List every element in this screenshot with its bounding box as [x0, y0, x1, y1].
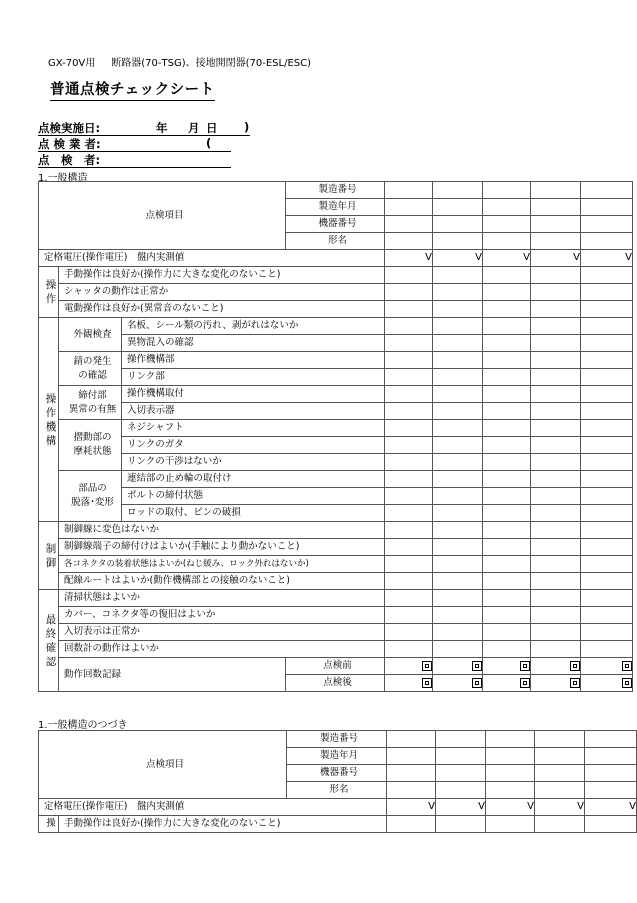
check-cell[interactable]: [483, 522, 531, 539]
info-row-label: 製造番号: [286, 182, 385, 199]
check-cell[interactable]: [531, 301, 581, 318]
check-cell[interactable]: [531, 454, 581, 471]
check-cell[interactable]: [483, 267, 531, 284]
entry-cell[interactable]: [585, 765, 637, 782]
check-cell[interactable]: [433, 573, 483, 590]
voltage-cell[interactable]: V: [531, 250, 581, 267]
check-cell[interactable]: [581, 471, 633, 488]
check-cell[interactable]: [585, 816, 637, 833]
entry-cell[interactable]: [436, 731, 486, 748]
entry-cell[interactable]: [581, 182, 633, 199]
entry-cell[interactable]: [433, 216, 483, 233]
check-cell[interactable]: [531, 284, 581, 301]
entry-cell[interactable]: [385, 199, 433, 216]
check-cell[interactable]: [581, 556, 633, 573]
check-cell[interactable]: [433, 505, 483, 522]
info-row-label: 製造番号: [287, 731, 387, 748]
year-label: 年: [156, 121, 168, 135]
check-cell[interactable]: [483, 437, 531, 454]
info-row-label: 形名: [287, 782, 387, 799]
check-item: リンク部: [122, 369, 385, 386]
check-cell[interactable]: [433, 539, 483, 556]
check-cell[interactable]: [385, 522, 433, 539]
entry-cell[interactable]: [531, 182, 581, 199]
voltage-cell[interactable]: V: [535, 799, 585, 816]
voltage-cell[interactable]: V: [486, 799, 535, 816]
check-cell[interactable]: [385, 386, 433, 403]
document-subtitle: [48, 54, 311, 69]
equipment-name: 断路器(70-TSG)、接地開閉器(70-ESL/ESC): [111, 58, 312, 69]
check-item: 入切表示は正常か: [59, 624, 385, 641]
check-cell[interactable]: [483, 352, 531, 369]
check-item: 異物混入の確認: [122, 335, 385, 352]
check-cell[interactable]: [433, 590, 483, 607]
check-cell[interactable]: [581, 318, 633, 335]
voltage-cell[interactable]: V: [385, 250, 433, 267]
check-cell[interactable]: [433, 522, 483, 539]
counter-after-cell[interactable]: [433, 675, 483, 692]
check-cell[interactable]: [385, 318, 433, 335]
voltage-row-label: 定格電圧(操作電圧) 盤内実測値: [39, 250, 385, 267]
check-cell[interactable]: [433, 352, 483, 369]
check-cell[interactable]: [531, 505, 581, 522]
check-cell[interactable]: [385, 624, 433, 641]
check-cell[interactable]: [531, 539, 581, 556]
entry-cell[interactable]: [483, 182, 531, 199]
inspector-field[interactable]: [38, 152, 114, 167]
count-unit-icon: [472, 678, 482, 688]
counter-after-cell[interactable]: [531, 675, 581, 692]
voltage-cell[interactable]: V: [433, 250, 483, 267]
check-cell[interactable]: [531, 488, 581, 505]
voltage-cell[interactable]: V: [436, 799, 486, 816]
check-cell[interactable]: [531, 573, 581, 590]
counter-before-label: 点検前: [286, 658, 385, 675]
check-item: ネジシャフト: [122, 420, 385, 437]
entry-cell[interactable]: [483, 199, 531, 216]
entry-cell[interactable]: [483, 233, 531, 250]
check-cell[interactable]: [581, 607, 633, 624]
check-cell[interactable]: [433, 471, 483, 488]
voltage-cell[interactable]: V: [483, 250, 531, 267]
entry-cell[interactable]: [531, 216, 581, 233]
check-cell[interactable]: [385, 471, 433, 488]
counter-before-cell[interactable]: [581, 658, 633, 675]
check-cell[interactable]: [531, 420, 581, 437]
entry-cell[interactable]: [483, 216, 531, 233]
check-cell[interactable]: [483, 505, 531, 522]
check-cell[interactable]: [531, 267, 581, 284]
count-unit-icon: [520, 661, 530, 671]
check-cell[interactable]: [581, 505, 633, 522]
counter-label: 動作回数記録: [59, 658, 286, 692]
check-item: カバー、コネクタ等の復旧はよいか: [59, 607, 385, 624]
check-cell[interactable]: [531, 437, 581, 454]
check-cell[interactable]: [433, 318, 483, 335]
category-final: 最 終 確 認: [39, 590, 59, 692]
entry-cell[interactable]: [387, 748, 436, 765]
voltage-cell[interactable]: V: [387, 799, 436, 816]
check-cell[interactable]: [433, 556, 483, 573]
counter-after-cell[interactable]: [385, 675, 433, 692]
entry-cell[interactable]: [486, 731, 535, 748]
check-cell[interactable]: [385, 352, 433, 369]
entry-cell[interactable]: [486, 748, 535, 765]
continuation-table: [38, 730, 637, 833]
check-cell[interactable]: [535, 816, 585, 833]
check-cell[interactable]: [483, 488, 531, 505]
item-header: 点検項目: [39, 182, 286, 250]
entry-cell[interactable]: [433, 233, 483, 250]
count-unit-icon: [472, 661, 482, 671]
check-cell[interactable]: [483, 624, 531, 641]
check-cell[interactable]: [483, 284, 531, 301]
check-item: 手動操作は良好か(操作力に大きな変化のないこと): [59, 816, 387, 833]
check-item: 制御線端子の締付けはよいか(手触により動かないこと): [59, 539, 385, 556]
check-cell[interactable]: [385, 420, 433, 437]
entry-cell[interactable]: [433, 182, 483, 199]
check-item: 手動操作は良好か(操作力に大きな変化のないこと): [59, 267, 385, 284]
check-cell[interactable]: [436, 816, 486, 833]
check-cell[interactable]: [483, 420, 531, 437]
weekday-close: ): [244, 120, 250, 134]
check-cell[interactable]: [433, 641, 483, 658]
check-cell[interactable]: [433, 386, 483, 403]
check-cell[interactable]: [385, 403, 433, 420]
check-cell[interactable]: [385, 369, 433, 386]
check-item: 入切表示器: [122, 403, 385, 420]
count-unit-icon: [570, 678, 580, 688]
check-cell[interactable]: [483, 386, 531, 403]
entry-cell[interactable]: [436, 748, 486, 765]
check-cell[interactable]: [385, 505, 433, 522]
check-cell[interactable]: [433, 403, 483, 420]
check-cell[interactable]: [531, 352, 581, 369]
check-cell[interactable]: [433, 437, 483, 454]
info-row-label: 製造年月: [286, 199, 385, 216]
info-row-label: 製造年月: [287, 748, 387, 765]
day-label: 日(: [206, 121, 218, 150]
check-cell[interactable]: [581, 522, 633, 539]
check-cell[interactable]: [483, 471, 531, 488]
check-cell[interactable]: [433, 607, 483, 624]
entry-cell[interactable]: [581, 216, 633, 233]
check-item: 各コネクタの装着状態はよいか(ねじ緩み、ロック外れはないか): [59, 556, 385, 573]
group-wear: 摺動部の 摩耗状態: [59, 420, 122, 471]
check-cell[interactable]: [385, 556, 433, 573]
entry-cell[interactable]: [387, 765, 436, 782]
check-cell[interactable]: [483, 454, 531, 471]
category-operation: 操 作: [39, 267, 59, 318]
check-cell[interactable]: [531, 471, 581, 488]
check-cell[interactable]: [581, 624, 633, 641]
check-cell[interactable]: [581, 437, 633, 454]
check-cell[interactable]: [483, 641, 531, 658]
entry-cell[interactable]: [385, 182, 433, 199]
check-item: 連結部の止め輪の取付け: [122, 471, 385, 488]
check-item: 操作機構取付: [122, 386, 385, 403]
check-cell[interactable]: [486, 816, 535, 833]
entry-cell[interactable]: [535, 731, 585, 748]
check-cell[interactable]: [531, 607, 581, 624]
check-cell[interactable]: [483, 573, 531, 590]
check-cell[interactable]: [483, 403, 531, 420]
model-name: GX-70V用: [48, 58, 96, 69]
category-operation: 操: [39, 816, 59, 833]
group-rust: 錆の発生 の確認: [59, 352, 122, 386]
check-cell[interactable]: [385, 454, 433, 471]
check-cell[interactable]: [483, 335, 531, 352]
check-cell[interactable]: [433, 624, 483, 641]
check-cell[interactable]: [531, 641, 581, 658]
check-cell[interactable]: [581, 301, 633, 318]
check-cell[interactable]: [581, 641, 633, 658]
check-cell[interactable]: [581, 573, 633, 590]
counter-before-cell[interactable]: [531, 658, 581, 675]
month-label: 月: [188, 121, 200, 135]
check-cell[interactable]: [531, 624, 581, 641]
check-cell[interactable]: [483, 369, 531, 386]
check-cell[interactable]: [385, 267, 433, 284]
check-cell[interactable]: [483, 301, 531, 318]
check-cell[interactable]: [581, 267, 633, 284]
check-cell[interactable]: [581, 420, 633, 437]
entry-cell[interactable]: [436, 782, 486, 799]
group-appearance: 外観検査: [59, 318, 122, 352]
check-cell[interactable]: [531, 318, 581, 335]
entry-cell[interactable]: [535, 782, 585, 799]
item-header: 点検項目: [39, 731, 287, 799]
check-item: ロッドの取付、ピンの破損: [122, 505, 385, 522]
check-item: ボルトの締付状態: [122, 488, 385, 505]
count-unit-icon: [570, 661, 580, 671]
check-cell[interactable]: [385, 573, 433, 590]
entry-cell[interactable]: [433, 199, 483, 216]
section1-title: 1.一般構造: [38, 173, 88, 184]
counter-after-label: 点検後: [286, 675, 385, 692]
entry-cell[interactable]: [531, 199, 581, 216]
check-cell[interactable]: [581, 284, 633, 301]
count-unit-icon: [622, 678, 632, 688]
entry-cell[interactable]: [585, 748, 637, 765]
check-cell[interactable]: [531, 590, 581, 607]
check-cell[interactable]: [581, 454, 633, 471]
check-cell[interactable]: [385, 641, 433, 658]
check-item: 名板、シール類の汚れ、剥がれはないか: [122, 318, 385, 335]
entry-cell[interactable]: [385, 233, 433, 250]
entry-cell[interactable]: [531, 233, 581, 250]
counter-before-cell[interactable]: [385, 658, 433, 675]
count-unit-icon: [422, 678, 432, 688]
check-item: シャッタの動作は正常か: [59, 284, 385, 301]
info-row-label: 機器番号: [287, 765, 387, 782]
check-cell[interactable]: [433, 301, 483, 318]
entry-cell[interactable]: [486, 765, 535, 782]
check-cell[interactable]: [531, 369, 581, 386]
counter-before-cell[interactable]: [483, 658, 531, 675]
category-control: 制 御: [39, 522, 59, 590]
counter-after-cell[interactable]: [483, 675, 531, 692]
entry-cell[interactable]: [585, 782, 637, 799]
check-cell[interactable]: [581, 488, 633, 505]
check-item: 電動操作は良好か(異常音のないこと): [59, 301, 385, 318]
entry-cell[interactable]: [385, 216, 433, 233]
inspection-date-label: 点検実施日:: [38, 121, 101, 135]
inspector-label: 点 検 者:: [38, 153, 101, 167]
counter-after-cell[interactable]: [581, 675, 633, 692]
check-cell[interactable]: [385, 335, 433, 352]
check-item: 操作機構部: [122, 352, 385, 369]
check-cell[interactable]: [581, 590, 633, 607]
check-cell[interactable]: [387, 816, 436, 833]
check-item: 回数計の動作はよいか: [59, 641, 385, 658]
group-parts: 部品の 脱落･変形: [59, 471, 122, 522]
entry-cell[interactable]: [581, 233, 633, 250]
entry-cell[interactable]: [486, 782, 535, 799]
check-cell[interactable]: [385, 437, 433, 454]
inspection-table: [38, 181, 633, 692]
entry-cell[interactable]: [387, 731, 436, 748]
count-unit-icon: [520, 678, 530, 688]
voltage-cell[interactable]: V: [585, 799, 637, 816]
info-row-label: 形名: [286, 233, 385, 250]
check-cell[interactable]: [581, 335, 633, 352]
check-cell[interactable]: [433, 284, 483, 301]
check-cell[interactable]: [385, 539, 433, 556]
check-cell[interactable]: [581, 352, 633, 369]
entry-cell[interactable]: [581, 199, 633, 216]
entry-cell[interactable]: [535, 748, 585, 765]
check-cell[interactable]: [433, 420, 483, 437]
voltage-row-label: 定格電圧(操作電圧) 盤内実測値: [39, 799, 387, 816]
company-field[interactable]: [38, 136, 114, 151]
check-cell[interactable]: [581, 539, 633, 556]
check-cell[interactable]: [531, 403, 581, 420]
inspector-underline: [38, 167, 231, 168]
check-cell[interactable]: [531, 556, 581, 573]
check-cell[interactable]: [433, 454, 483, 471]
check-cell[interactable]: [385, 284, 433, 301]
check-cell[interactable]: [433, 267, 483, 284]
info-row-label: 機器番号: [286, 216, 385, 233]
page-title: 普通点検チェックシート: [50, 78, 215, 101]
check-cell[interactable]: [531, 522, 581, 539]
check-cell[interactable]: [385, 590, 433, 607]
check-item: リンクの干渉はないか: [122, 454, 385, 471]
check-cell[interactable]: [433, 369, 483, 386]
check-item: 清掃状態はよいか: [59, 590, 385, 607]
count-unit-icon: [622, 661, 632, 671]
entry-cell[interactable]: [387, 782, 436, 799]
check-cell[interactable]: [483, 539, 531, 556]
check-cell[interactable]: [531, 335, 581, 352]
company-label: 点 検 業 者:: [38, 137, 101, 151]
check-cell[interactable]: [483, 318, 531, 335]
check-cell[interactable]: [385, 607, 433, 624]
section2-title: 1.一般構造のつづき: [38, 720, 128, 731]
entry-cell[interactable]: [436, 765, 486, 782]
check-item: リンクのガタ: [122, 437, 385, 454]
entry-cell[interactable]: [585, 731, 637, 748]
group-fastening: 締付部 異常の有無: [59, 386, 122, 420]
check-cell[interactable]: [581, 403, 633, 420]
category-mechanism: 操 作 機 構: [39, 318, 59, 522]
check-cell[interactable]: [581, 386, 633, 403]
check-cell[interactable]: [531, 386, 581, 403]
check-item: 配線ルートはよいか(動作機構部との接触のないこと): [59, 573, 385, 590]
check-cell[interactable]: [385, 488, 433, 505]
entry-cell[interactable]: [535, 765, 585, 782]
check-cell[interactable]: [385, 301, 433, 318]
check-cell[interactable]: [483, 590, 531, 607]
check-cell[interactable]: [433, 488, 483, 505]
check-cell[interactable]: [483, 607, 531, 624]
voltage-cell[interactable]: V: [581, 250, 633, 267]
count-unit-icon: [422, 661, 432, 671]
counter-before-cell[interactable]: [433, 658, 483, 675]
check-cell[interactable]: [483, 556, 531, 573]
check-cell[interactable]: [433, 335, 483, 352]
check-item: 制御線に変色はないか: [59, 522, 385, 539]
check-cell[interactable]: [581, 369, 633, 386]
